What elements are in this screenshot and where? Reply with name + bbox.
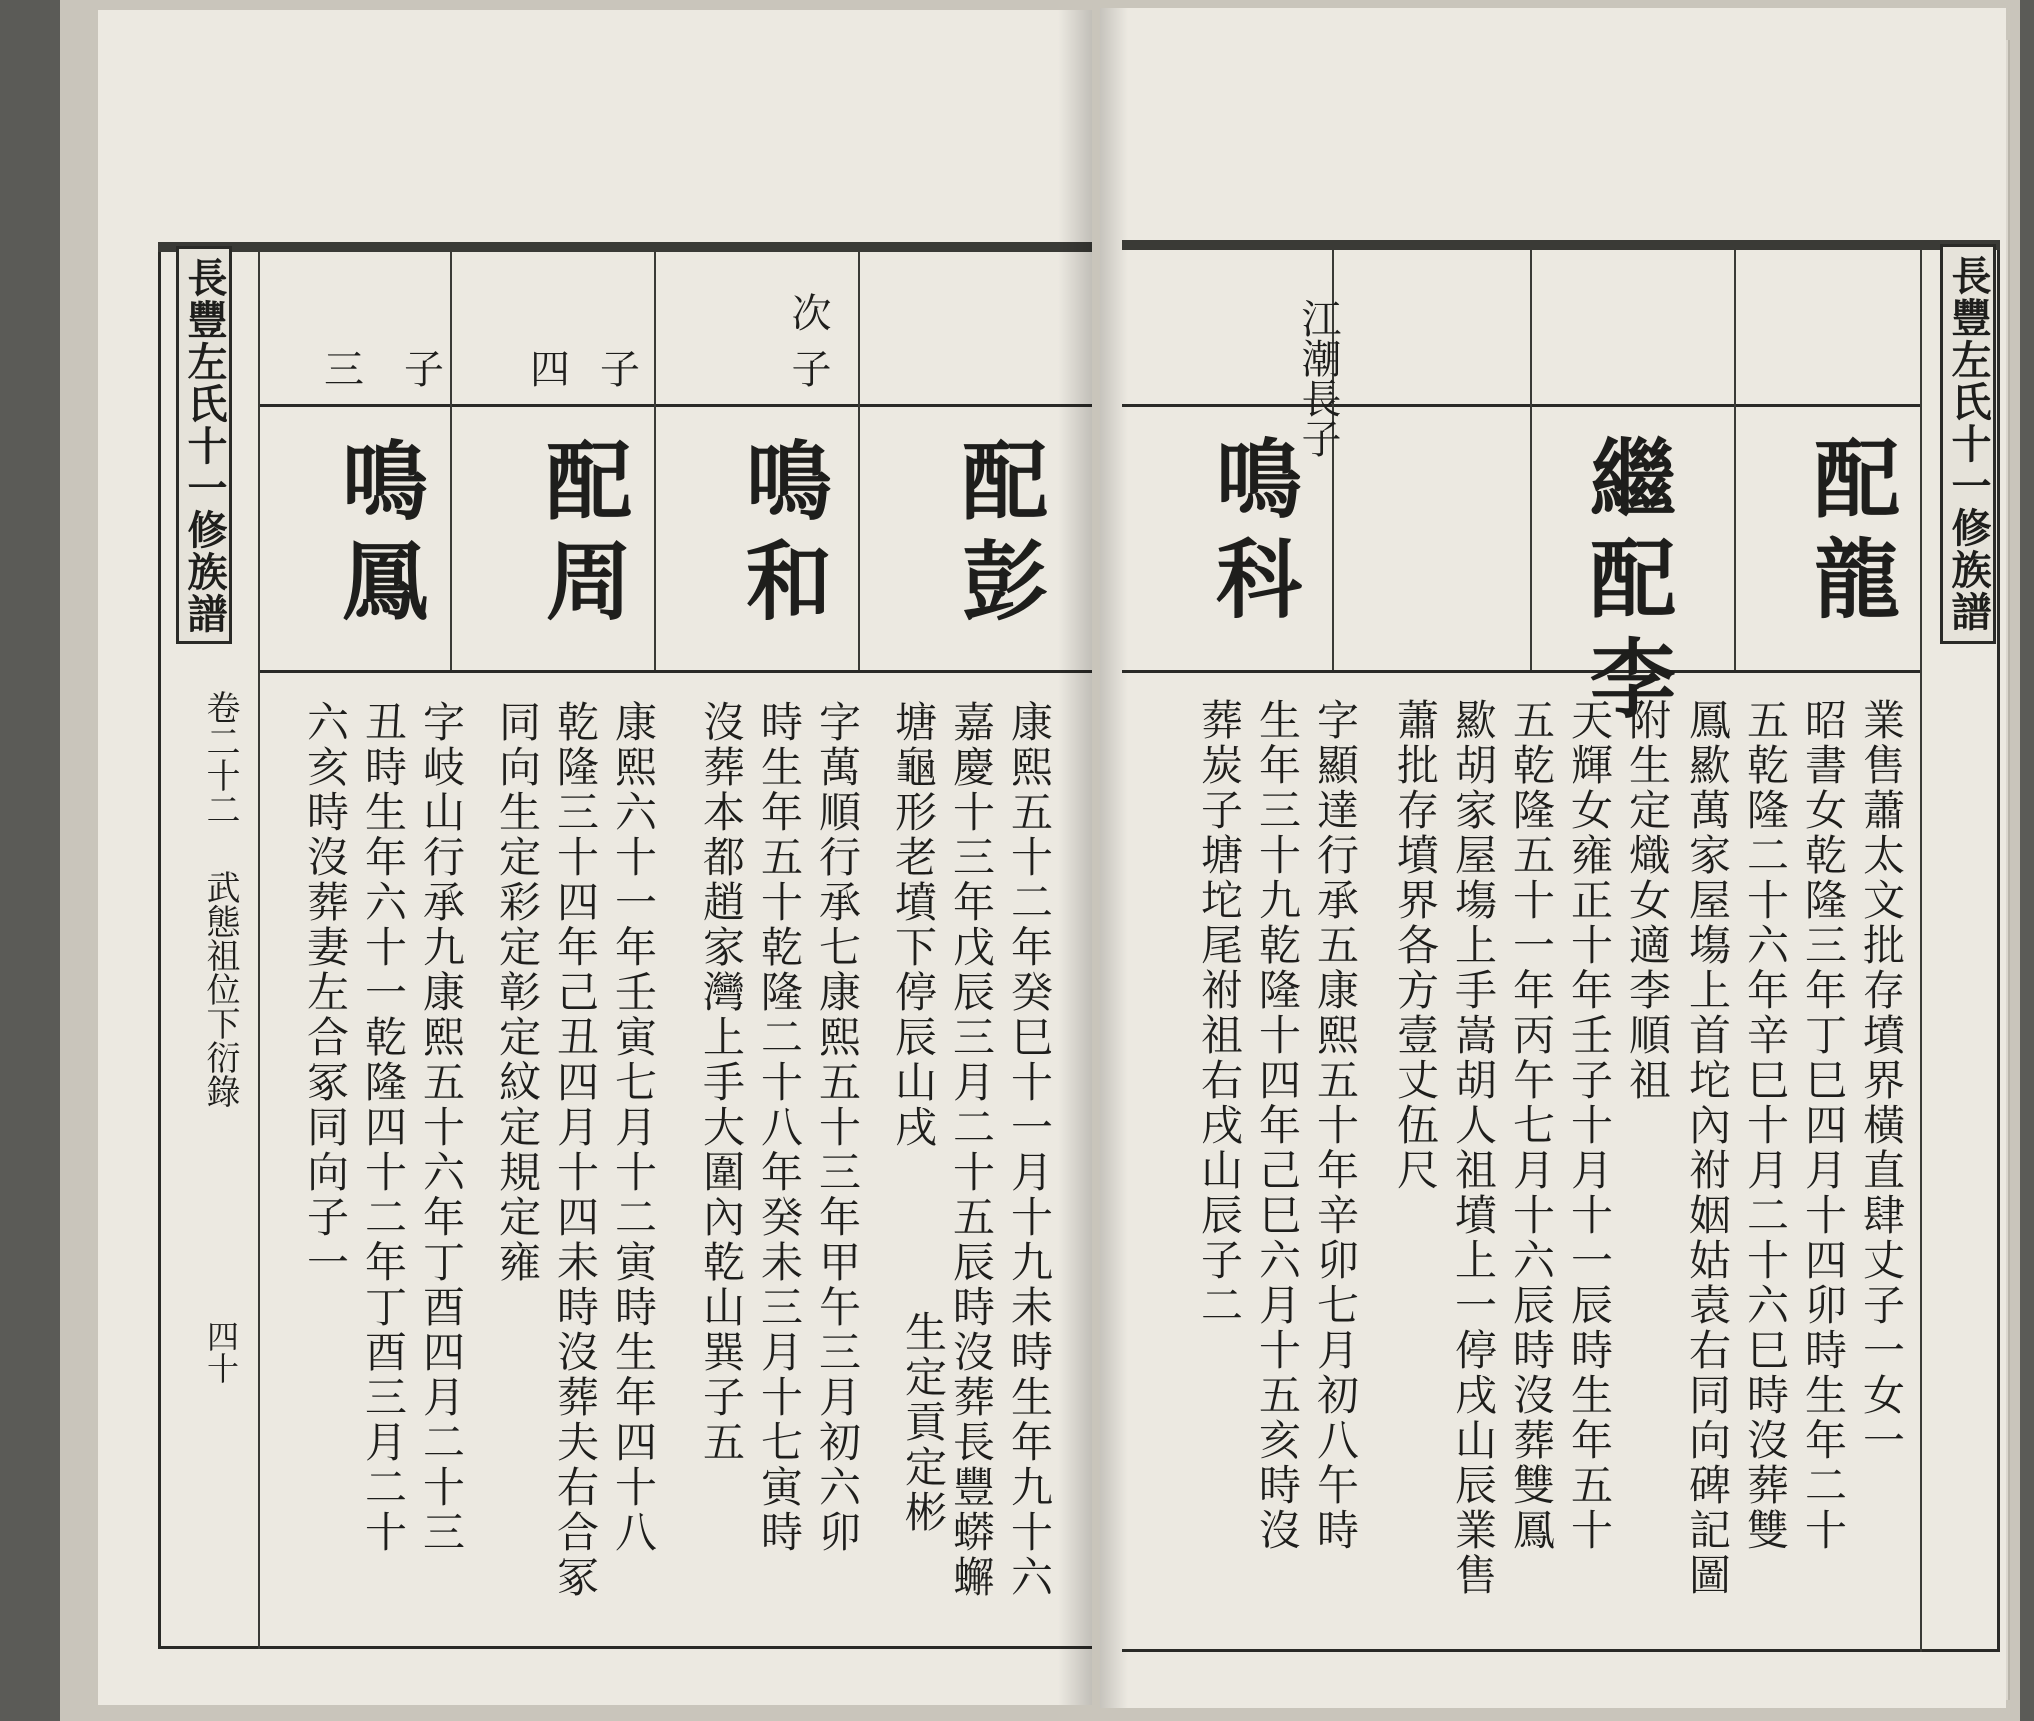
record-line: 蕭批存墳界各方壹丈伍尺 [1391,698,1440,1193]
right-inner-border [1920,250,1922,1652]
branch-label: 武態祖位下衍錄 [200,870,240,1108]
record-line: 塘龜形老墳下停辰山戌 [889,700,938,1150]
record-line: 生年三十九乾隆十四年己巳六月十五亥時沒 [1253,698,1302,1553]
record-line: 康熙六十一年壬寅七月十二寅時生年四十八 [609,700,658,1555]
person-name: 配龍 [1799,434,1900,634]
book-title-spine [176,246,232,644]
person-name: 鳴和 [731,436,832,636]
record-line: 鳳歞萬家屋塲上首坨內祔姻姑袁右同向碑記圖 [1683,698,1732,1598]
volume-label: 卷二十二 [200,690,240,826]
record-line: 歞胡家屋塲上手嵩胡人祖墳上一停戌山辰業售 [1449,698,1498,1598]
record-line: 昭書女乾隆三年丁巳四月十四卯時生年二十 [1799,698,1848,1553]
page-number: 四十 [202,1320,240,1384]
record-line: 乾隆三十四年己丑四月十四未時沒葬夫右合冢 [551,700,600,1600]
record-line: 五乾隆二十六年辛巳十月二十六巳時沒葬雙 [1741,698,1790,1553]
col-divider [450,252,452,670]
book-title-spine [1940,244,1996,644]
relation-label: 江潮長子 [1295,298,1341,458]
record-line: 丑時生年六十一乾隆四十二年丁酉三月二十 [359,700,408,1555]
record-line: 五乾隆五十一年丙午七月十六辰時沒葬雙鳳 [1507,698,1556,1553]
relation-label: 次子 [785,292,831,404]
left-relation-row-divider [258,404,1092,407]
record-line: 字岐山行承九康熙五十六年丁酉四月二十三 [417,700,466,1555]
record-line: 天輝女雍正十年壬子十月十一辰時生年五十 [1565,698,1614,1553]
record-line: 康熙五十二年癸巳十一月十九未時生年九十六 [1005,700,1054,1600]
person-name: 鳴鳳 [327,436,428,636]
relation-label: 三子 [324,347,484,393]
book-title: 長豐左氏十一修族譜 [1945,255,1992,633]
record-line: 嘉慶十三年戊辰三月二十五辰時沒葬長豐蟒蠏 [947,700,996,1600]
relation-label: 四子 [530,347,670,393]
person-name: 配周 [531,436,632,636]
left-top-border [158,242,1092,252]
person-name: 繼配李 [1575,434,1676,734]
record-line: 葬炭子塘坨尾祔祖右戌山辰子二 [1195,698,1244,1328]
left-name-row-divider [258,670,1092,673]
record-line: 字萬順行承七康熙五十三年甲午三月初六卯 [813,700,862,1555]
record-line: 沒葬本都趙家灣上手大圍內乾山巽子五 [697,700,746,1465]
person-name: 鳴科 [1201,434,1302,634]
left-inner-border [258,252,260,1649]
record-line: 同向生定彩定彰定紋定規定雍 [493,700,542,1285]
person-name: 配彭 [947,436,1048,636]
record-line: 業售蕭太文批存墳界橫直肆丈子一女一 [1857,698,1906,1463]
record-line: 六亥時沒葬妻左合冢同向子一 [301,700,350,1285]
right-top-border [1122,240,2000,250]
col-divider [1530,250,1532,670]
note: 生定貢定彬 [899,1310,948,1535]
record-line: 附生定熾女適李順祖 [1623,698,1672,1103]
right-page [1100,8,2006,1708]
book-spread [60,0,2020,1721]
col-divider [654,252,656,670]
right-name-row-divider [1122,670,1922,673]
record-line: 時生年五十乾隆二十八年癸未三月十七寅時 [755,700,804,1555]
left-page [98,10,1092,1705]
col-divider [858,252,860,670]
book-title: 長豐左氏十一修族譜 [181,257,228,635]
col-divider [1734,250,1736,670]
record-line: 字顯達行承五康熙五十年辛卯七月初八午時 [1311,698,1360,1553]
